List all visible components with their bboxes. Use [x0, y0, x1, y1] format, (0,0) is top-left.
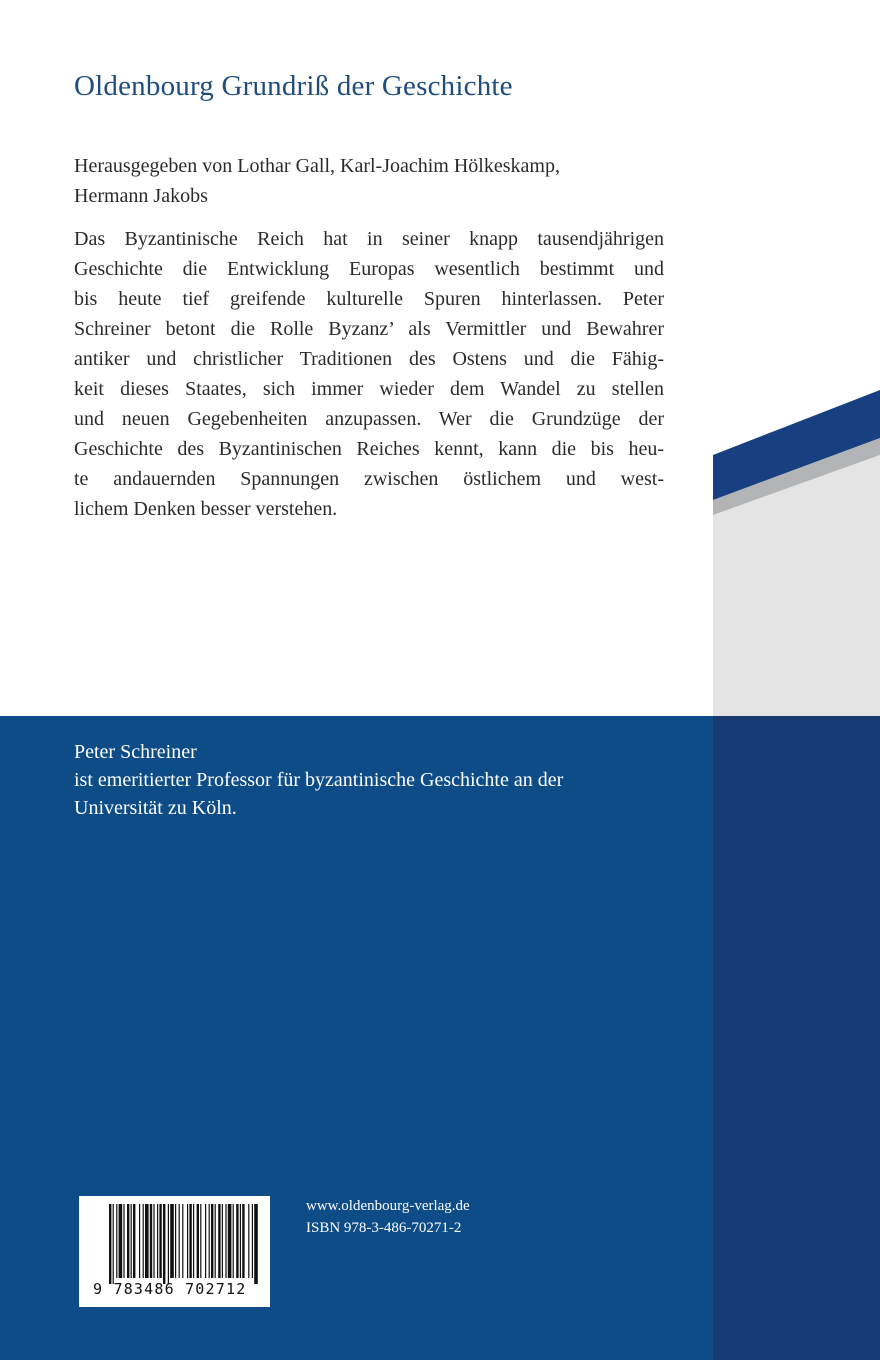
barcode-bar — [175, 1204, 176, 1278]
blurb-line: antiker und christlicher Traditionen des Ostens und die Fähig- — [74, 348, 664, 370]
author-name: Peter Schreiner — [74, 741, 197, 763]
barcode-bar — [240, 1204, 241, 1278]
blurb-line: und neuen Gegebenheiten anzupassen. Wer die Grundzüge der — [74, 408, 664, 430]
barcode-bar — [119, 1204, 123, 1278]
author-bio-line: Universität zu Köln. — [74, 797, 237, 819]
barcode-bar — [189, 1204, 191, 1278]
blurb-line: lichem Denken besser verstehen. — [74, 498, 338, 520]
barcode-bar — [157, 1204, 158, 1278]
barcode-bar — [205, 1204, 206, 1278]
blurb-line: te andauernden Spannungen zwischen östlichem und west- — [74, 468, 664, 490]
barcode-bar — [209, 1204, 210, 1278]
barcode-bar — [145, 1204, 149, 1278]
barcode-bar — [225, 1204, 226, 1278]
isbn-barcode — [79, 1196, 270, 1307]
barcode-bar — [236, 1204, 238, 1278]
barcode-bar — [139, 1204, 140, 1278]
barcode-bar — [228, 1204, 232, 1278]
author-bio-line: ist emeritierter Professor für byzantinische Geschichte an der — [74, 769, 564, 791]
barcode-bar — [123, 1204, 124, 1278]
barcode-bar — [218, 1204, 220, 1278]
barcode-bar — [150, 1204, 152, 1278]
barcode-bar — [211, 1204, 213, 1278]
barcode-bar — [159, 1204, 161, 1278]
blurb-line: keit dieses Staates, sich immer wieder dem Wandel zu stellen — [74, 378, 664, 400]
barcode-bar — [200, 1204, 201, 1278]
barcode-bar — [222, 1204, 223, 1278]
editors-line: Hermann Jakobs — [74, 185, 208, 207]
barcode-bar — [242, 1204, 244, 1278]
barcode-bar — [193, 1204, 194, 1278]
barcode-bar — [252, 1204, 253, 1278]
barcode-bar — [133, 1204, 135, 1278]
author-bio — [74, 738, 674, 822]
barcode-bar — [248, 1204, 249, 1278]
series-title: Oldenbourg Grundriß der Geschichte — [74, 70, 513, 102]
barcode-bar — [168, 1204, 169, 1284]
barcode-bar — [116, 1204, 117, 1278]
isbn-number: ISBN 978-3-486-70271-2 — [306, 1220, 462, 1236]
spine-dark-blue-block — [713, 716, 880, 1360]
barcode-bar — [254, 1204, 258, 1284]
barcode-bar — [131, 1204, 132, 1278]
barcode-bar — [113, 1204, 114, 1284]
barcode-bar — [127, 1204, 129, 1278]
publisher-url: www.oldenbourg-verlag.de — [306, 1198, 470, 1214]
barcode-bar — [215, 1204, 216, 1278]
blurb-line: bis heute tief greifende kulturelle Spuren hinterlassen. Peter — [74, 288, 664, 310]
barcode-bar — [233, 1204, 234, 1278]
book-blurb — [74, 224, 664, 524]
barcode-bar — [182, 1204, 183, 1278]
editors-credit — [74, 151, 694, 211]
barcode-bar — [109, 1204, 111, 1284]
barcode-bar — [143, 1204, 144, 1278]
barcode-bar — [153, 1204, 154, 1278]
barcode-bar — [179, 1204, 180, 1278]
publisher-info — [306, 1195, 636, 1239]
barcode-bar — [197, 1204, 199, 1278]
barcode-bars — [109, 1204, 259, 1284]
blurb-line: Geschichte des Byzantinischen Reiches kennt, kann die bis heu- — [74, 438, 664, 460]
barcode-bar — [163, 1204, 165, 1284]
blurb-line: Das Byzantinische Reich hat in seiner knapp tausendjährigen — [74, 228, 664, 250]
blurb-line: Geschichte die Entwicklung Europas wesentlich bestimmt und — [74, 258, 664, 280]
barcode-digits: 9 783486 702712 — [93, 1280, 247, 1298]
barcode-bar — [170, 1204, 174, 1278]
blurb-line: Schreiner betont die Rolle Byzanz’ als Vermittler und Bewahrer — [74, 318, 664, 340]
barcode-bar — [187, 1204, 188, 1278]
editors-line: Herausgegeben von Lothar Gall, Karl-Joachim Hölkeskamp, — [74, 155, 560, 177]
